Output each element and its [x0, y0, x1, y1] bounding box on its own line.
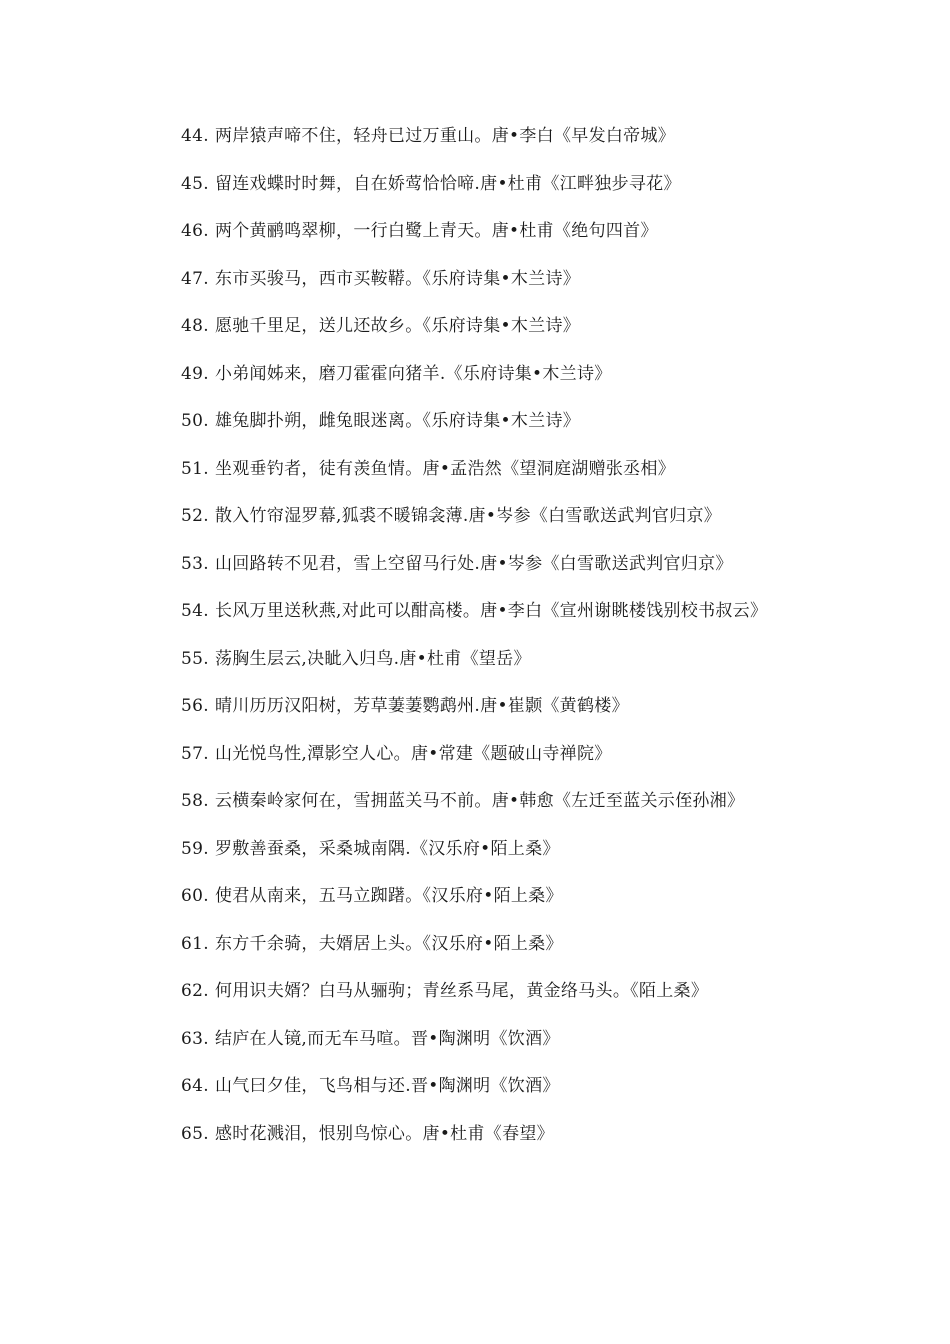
poem-line-list — [145, 122, 810, 1167]
line-number: 56. — [181, 696, 209, 716]
line-number: 51. — [181, 458, 209, 479]
line-text: 使君从南来，五马立踟躇。《汉乐府•陌上桑》 — [214, 886, 563, 906]
line-number: 63. — [181, 1028, 209, 1049]
line-number: 53. — [181, 553, 209, 574]
line-number: 45. — [181, 173, 209, 194]
line-number: 65. — [181, 1123, 209, 1144]
list-item — [145, 312, 810, 340]
line-text: 留连戏蝶时时舞，自在娇莺恰恰啼.唐•杜甫《江畔独步寻花》 — [214, 173, 681, 194]
line-number: 54. — [181, 601, 209, 621]
line-number: 61. — [181, 933, 209, 954]
list-item — [145, 502, 810, 530]
line-text: 何用识夫婿？白马从骊驹；青丝系马尾，黄金络马头。《陌上桑》 — [214, 981, 709, 1001]
line-number: 48. — [181, 316, 209, 336]
line-number: 59. — [181, 838, 209, 859]
list-item — [145, 550, 810, 578]
line-number: 55. — [181, 648, 209, 669]
line-number: 64. — [181, 1076, 209, 1096]
line-text: 小弟闻姊来，磨刀霍霍向猪羊.《乐府诗集•木兰诗》 — [214, 363, 612, 384]
line-number: 50. — [181, 411, 209, 431]
list-item — [145, 1025, 810, 1053]
list-item — [145, 645, 810, 673]
line-text: 两岸猿声啼不住，轻舟已过万重山。唐•李白《早发白帝城》 — [214, 126, 676, 146]
line-number: 58. — [181, 791, 209, 811]
list-item — [145, 835, 810, 863]
line-text: 山气曰夕佳，飞鸟相与还.晋•陶渊明《饮酒》 — [214, 1076, 560, 1096]
line-number: 46. — [181, 221, 209, 241]
line-text: 山光悦鸟性,潭影空人心。唐•常建《题破山寺禅院》 — [214, 743, 612, 764]
line-number: 52. — [181, 506, 209, 526]
line-text: 感时花溅泪，恨别鸟惊心。唐•杜甫《春望》 — [214, 1123, 554, 1144]
line-number: 62. — [181, 981, 209, 1001]
line-text: 雄兔脚扑朔，雌兔眼迷离。《乐府诗集•木兰诗》 — [214, 411, 581, 431]
line-text: 坐观垂钓者，徒有羡鱼情。唐•孟浩然《望洞庭湖赠张丞相》 — [214, 458, 676, 479]
line-number: 44. — [181, 126, 209, 146]
list-item — [145, 882, 810, 910]
line-text: 山回路转不见君，雪上空留马行处.唐•岑参《白雪歌送武判官归京》 — [214, 553, 733, 574]
list-item — [145, 597, 810, 625]
line-number: 60. — [181, 886, 209, 906]
list-item — [145, 977, 810, 1005]
line-text: 东方千余骑，夫婿居上头。《汉乐府•陌上桑》 — [214, 933, 563, 954]
line-text: 结庐在人镜,而无车马喧。晋•陶渊明《饮酒》 — [214, 1028, 560, 1049]
list-item — [145, 407, 810, 435]
list-item — [145, 170, 810, 198]
list-item — [145, 1120, 810, 1148]
list-item — [145, 930, 810, 958]
list-item — [145, 122, 810, 150]
list-item — [145, 217, 810, 245]
line-number: 57. — [181, 743, 209, 764]
list-item — [145, 265, 810, 293]
line-text: 东市买骏马，西市买鞍鞯。《乐府诗集•木兰诗》 — [214, 268, 581, 289]
line-text: 晴川历历汉阳树，芳草萋萋鹦鹉州.唐•崔颢《黄鹤楼》 — [214, 696, 629, 716]
list-item — [145, 787, 810, 815]
line-text: 愿驰千里足，送儿还故乡。《乐府诗集•木兰诗》 — [214, 316, 581, 336]
line-text: 长风万里送秋燕,对此可以酣高楼。唐•李白《宣州谢眺楼饯别校书叔云》 — [214, 601, 768, 621]
list-item — [145, 360, 810, 388]
line-number: 47. — [181, 268, 209, 289]
line-text: 荡胸生层云,决眦入归鸟.唐•杜甫《望岳》 — [214, 648, 531, 669]
list-item — [145, 455, 810, 483]
list-item — [145, 692, 810, 720]
list-item — [145, 1072, 810, 1100]
line-text: 两个黄鹂鸣翠柳，一行白鹭上青天。唐•杜甫《绝句四首》 — [214, 221, 658, 241]
line-text: 散入竹帘湿罗幕,狐裘不暖锦衾薄.唐•岑参《白雪歌送武判官归京》 — [214, 506, 722, 526]
list-item — [145, 740, 810, 768]
line-text: 罗敷善蚕桑，采桑城南隅.《汉乐府•陌上桑》 — [214, 838, 560, 859]
line-text: 云横秦岭家何在，雪拥蓝关马不前。唐•韩愈《左迁至蓝关示侄孙湘》 — [214, 791, 745, 811]
line-number: 49. — [181, 363, 209, 384]
